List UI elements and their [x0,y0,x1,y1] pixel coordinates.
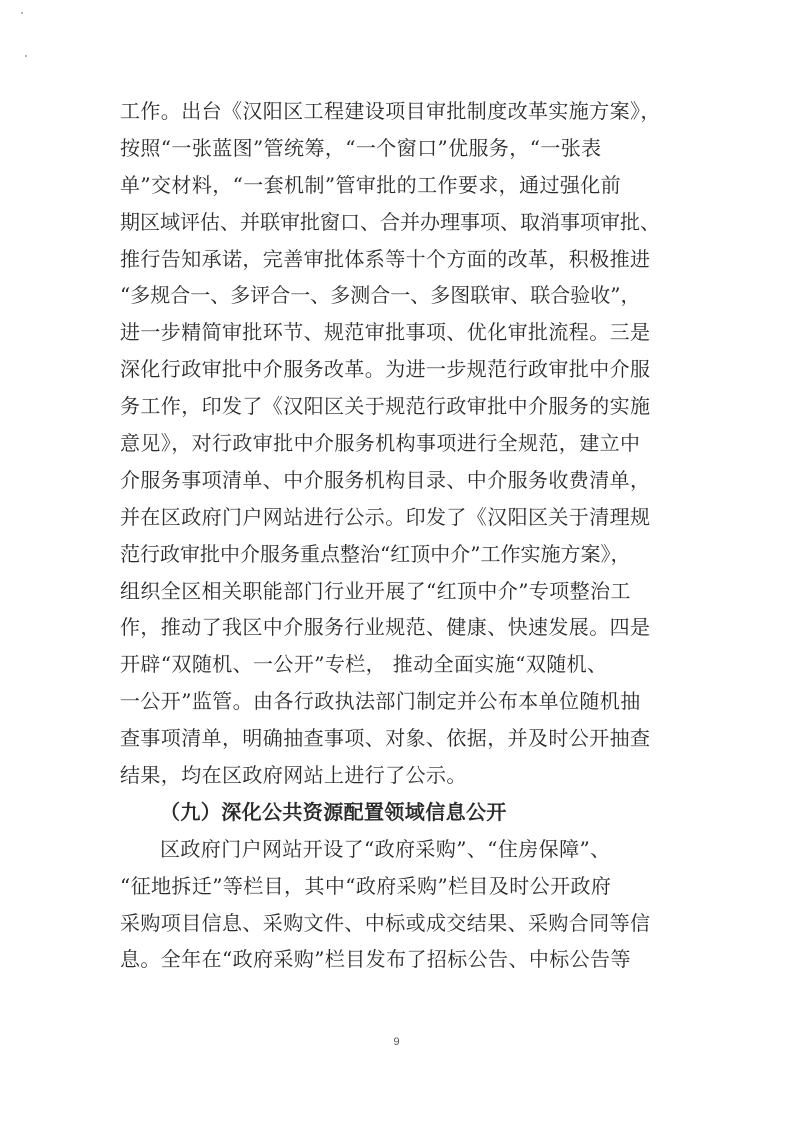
body-line: 组织全区相关职能部门行业开展了“红顶中介”专项整治工 [120,578,631,603]
document-body [120,93,680,978]
body-line: 进一步精简审批环节、规范审批事项、优化审批流程。三是 [120,320,651,345]
body-line: 工作。出台《汉阳区工程建设项目审批制度改革实施方案》， [120,99,661,123]
section-line: 区政府门户网站开设了“政府采购”、“住房保障”、 [160,836,611,861]
section-heading: （九）深化公共资源配置领域信息公开 [160,799,507,824]
body-line: “多规合一、多评合一、多测合一、多图联审、联合验收”， [120,283,641,308]
body-line: 务工作，印发了《汉阳区关于规范行政审批中介服务的实施 [120,394,651,419]
section-line: 息。全年在“政府采购”栏目发布了招标公告、中标公告等 [120,947,631,972]
body-line: 按照“一张蓝图”管统筹，“一个窗口”优服务，“一张表 [120,135,602,160]
body-line: 介服务事项清单、中介服务机构目录、中介服务收费清单， [120,467,651,492]
body-line: 期区域评估、并联审批窗口、合并办理事项、取消事项审批、 [120,209,660,234]
body-line: 深化行政审批中介服务改革。为进一步规范行政审批中介服 [120,357,651,382]
body-line: 推行告知承诺，完善审批体系等十个方面的改革，积极推进 [120,246,651,271]
body-line: 单”交材料，“一套机制”管审批的工作要求，通过强化前 [120,172,622,197]
body-line: 并在区政府门户网站进行公示。印发了《汉阳区关于清理规 [120,504,651,529]
body-line: 一公开”监管。由各行政执法部门制定并公布本单位随机抽 [120,689,641,714]
body-line: 开辟“双随机、一公开”专栏， 推动全面实施“双随机、 [120,652,608,677]
body-line: 查事项清单，明确抽查事项、对象、依据，并及时公开抽查 [120,726,651,751]
scan-speck [25,55,27,57]
section-line: 采购项目信息、采购文件、中标或成交结果、采购合同等信 [120,910,651,935]
body-line: 结果，均在区政府网站上进行了公示。 [120,763,467,788]
scan-speck [21,12,23,14]
body-line: 作，推动了我区中介服务行业规范、健康、快速发展。四是 [120,615,651,640]
section-line: “征地拆迁”等栏目，其中“政府采购”栏目及时公开政府 [120,873,612,898]
page-number: 9 [393,1036,400,1048]
body-line: 范行政审批中介服务重点整治“红顶中介”工作实施方案》， [120,541,631,566]
body-line: 意见》，对行政审批中介服务机构事项进行全规范，建立中 [120,431,641,456]
